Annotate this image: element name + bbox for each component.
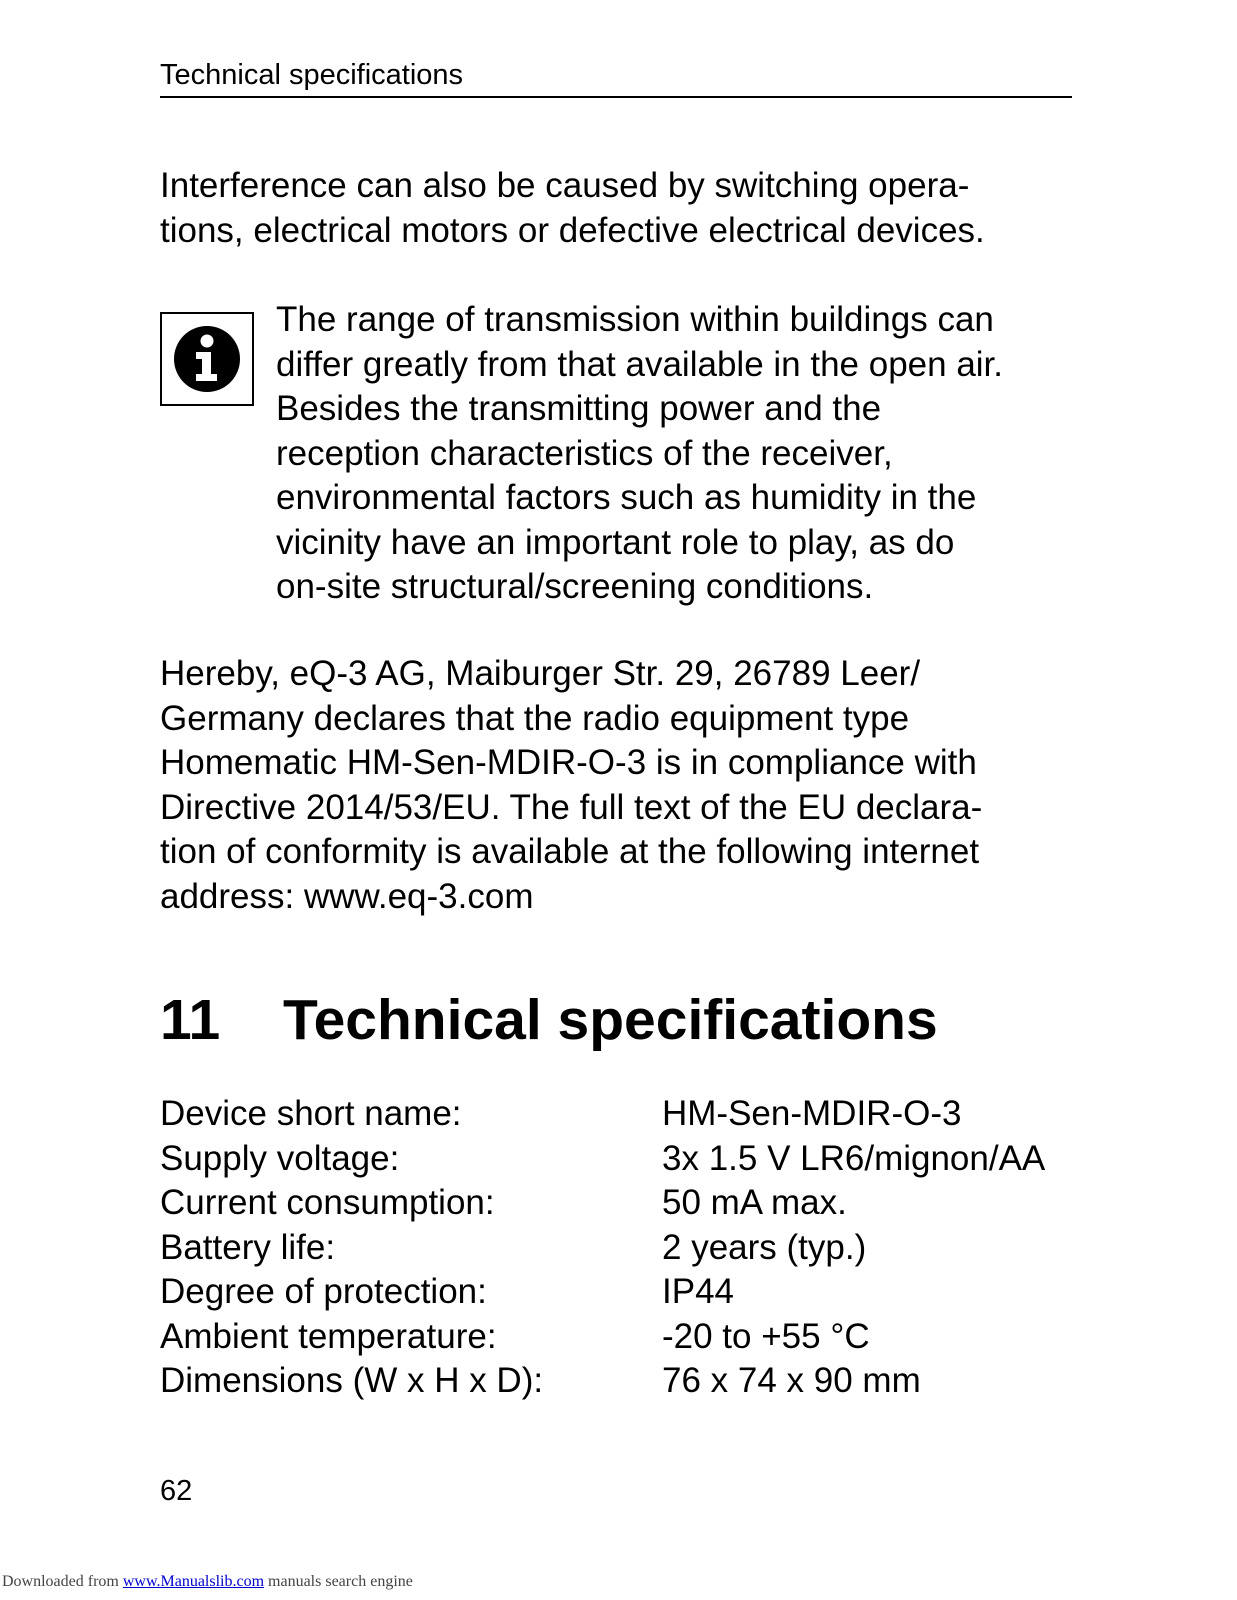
info-note-line: vicinity have an important role to play, as do bbox=[276, 522, 955, 562]
running-header bbox=[160, 58, 1072, 98]
spec-value: 76 x 74 x 90 mm bbox=[662, 1361, 921, 1400]
spec-label: Supply voltage: bbox=[160, 1138, 400, 1178]
declaration-line: address: www.eq-3.com bbox=[160, 876, 534, 916]
spec-label: Dimensions (W x H x D): bbox=[160, 1361, 544, 1400]
running-header-title: Technical specifications bbox=[160, 59, 464, 91]
spec-value: IP44 bbox=[662, 1272, 734, 1311]
spec-table bbox=[160, 1092, 1045, 1404]
spec-row bbox=[160, 1137, 1045, 1182]
info-note-line: Besides the transmitting power and the bbox=[276, 389, 882, 428]
page-number: 62 bbox=[160, 1475, 193, 1507]
spec-label: Current consumption: bbox=[160, 1183, 495, 1222]
manualslib-link[interactable]: www.Manualslib.com bbox=[122, 1573, 265, 1590]
section-number: 11 bbox=[160, 988, 221, 1052]
footer-suffix: manuals search engine bbox=[264, 1573, 413, 1590]
spec-value: -20 to +55 °C bbox=[662, 1316, 870, 1356]
spec-row bbox=[160, 1181, 1045, 1226]
spec-row bbox=[160, 1359, 1045, 1404]
info-note-line: The range of transmission within buildings can bbox=[276, 300, 994, 339]
spec-row bbox=[160, 1315, 1045, 1360]
spec-label: Ambient temperature: bbox=[160, 1316, 497, 1356]
spec-row bbox=[160, 1092, 1045, 1137]
spec-label: Battery life: bbox=[160, 1227, 336, 1267]
declaration-line: tion of conformity is available at the following internet bbox=[160, 832, 980, 871]
intro-paragraph bbox=[160, 164, 985, 253]
section-heading bbox=[160, 986, 938, 1054]
spec-row bbox=[160, 1226, 1045, 1271]
declaration-line: Directive 2014/53/EU. The full text of the EU declara- bbox=[160, 787, 983, 827]
info-note-line: environmental factors such as humidity in the bbox=[276, 478, 977, 517]
declaration-line: Homematic HM-Sen-MDIR-O-3 is in compliance with bbox=[160, 743, 977, 782]
info-note-line: on-site structural/screening conditions. bbox=[276, 567, 874, 606]
info-note-line: reception characteristics of the receiver, bbox=[276, 433, 893, 473]
intro-line: tions, electrical motors or defective electrical devices. bbox=[160, 210, 985, 250]
declaration-line: Germany declares that the radio equipment type bbox=[160, 698, 910, 738]
declaration-line: Hereby, eQ-3 AG, Maiburger Str. 29, 26789 Leer/ bbox=[160, 654, 921, 693]
footer-prefix: Downloaded from bbox=[2, 1573, 123, 1590]
info-note-line: differ greatly from that available in the open air. bbox=[276, 344, 1004, 384]
declaration-paragraph bbox=[160, 652, 982, 919]
spec-value: 50 mA max. bbox=[662, 1183, 847, 1222]
download-footer bbox=[2, 1572, 413, 1592]
spec-label: Device short name: bbox=[160, 1094, 462, 1133]
spec-row bbox=[160, 1270, 1045, 1315]
spec-value: 3x 1.5 V LR6/mignon/AA bbox=[662, 1138, 1046, 1178]
spec-value: 2 years (typ.) bbox=[662, 1227, 867, 1267]
spec-label: Degree of protection: bbox=[160, 1272, 487, 1311]
section-title: Technical specifications bbox=[283, 988, 938, 1052]
info-icon bbox=[160, 312, 254, 406]
info-note-text bbox=[276, 298, 1003, 610]
intro-line: Interference can also be caused by switching opera- bbox=[160, 166, 970, 205]
spec-value: HM-Sen-MDIR-O-3 bbox=[662, 1094, 962, 1133]
